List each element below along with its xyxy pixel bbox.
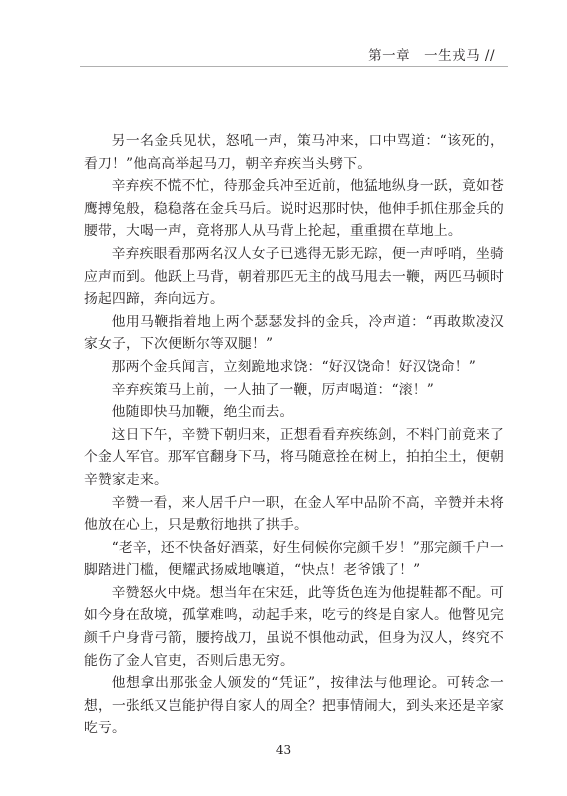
header-rule	[80, 66, 508, 67]
paragraph: 辛赞一看，来人居千户一职，在金人军中品阶不高，辛赞并未将他放在心上，只是敷衍地拱了拱手。	[84, 494, 504, 534]
paragraph: “老辛，还不快备好酒菜，好生伺候你完颜千岁！”那完颜千户一脚踏进门槛，便耀武扬威地嚷道，“快点！老爷饿了！”	[84, 539, 505, 579]
running-header	[368, 44, 495, 64]
paragraph: 辛弃疾不慌不忙，待那金兵冲至近前，他猛地纵身一跃，竟如苍鹰搏兔般，稳稳落在金兵马后。说时迟那时快，他伸手抓住那金兵的腰带，大喝一声，竟将那人从马背上抡起，重重掼在草地上。	[84, 178, 504, 240]
paragraph: 他用马鞭指着地上两个瑟瑟发抖的金兵，冷声道：“再敢欺凌汉家女子，下次便断尔等双腿！”	[84, 313, 504, 353]
paragraph: 他随即快马加鞭，绝尘而去。	[111, 404, 294, 421]
body-text	[84, 130, 504, 740]
paragraph: 辛弃疾策马上前，一人抽了一鞭，厉声喝道：“滚！”	[111, 381, 435, 398]
paragraph: 那两个金兵闻言，立刻跪地求饶：“好汉饶命！好汉饶命！”	[111, 358, 477, 375]
paragraph: 另一名金兵见状，怒吼一声，策马冲来，口中骂道：“该死的，看刀！”他高高举起马刀，朝辛弃疾当头劈下。	[84, 133, 504, 172]
page-number: 43	[275, 743, 292, 757]
paragraph: 辛赞怒火中烧。想当年在宋廷，此等货色连为他提鞋都不配。可如今身在敌境，孤掌难鸣，动起手来，吃亏的终是自家人。他瞥见完颜千户身背弓箭，腰挎战刀，虽说不惧他动武，但身为汉人，终究不能伤了金人官吏，否则后患无穷。	[84, 584, 504, 669]
paragraph: 辛弃疾眼看那两名汉人女子已逃得无影无踪，便一声呼哨，坐骑应声而到。他跃上马背，朝着那匹无主的战马甩去一鞭，两匹马顿时扬起四蹄，奔向远方。	[84, 245, 504, 308]
chapter-label: 第一章	[368, 48, 411, 64]
paragraph: 这日下午，辛赞下朝归来，正想看看弃疾练剑，不料门前竟来了个金人军官。那军官翻身下马，将马随意拴在树上，拍拍尘土，便朝辛赞家走来。	[84, 426, 504, 488]
header-mark: //	[484, 48, 495, 64]
paragraph: 他想拿出那张金人颁发的“凭证”，按律法与他理论。可转念一想，一张纸又岂能护得自家人的周全？把事情闹大，到头来还是辛家吃亏。	[84, 675, 504, 737]
chapter-title: 一生戎马	[424, 48, 481, 64]
